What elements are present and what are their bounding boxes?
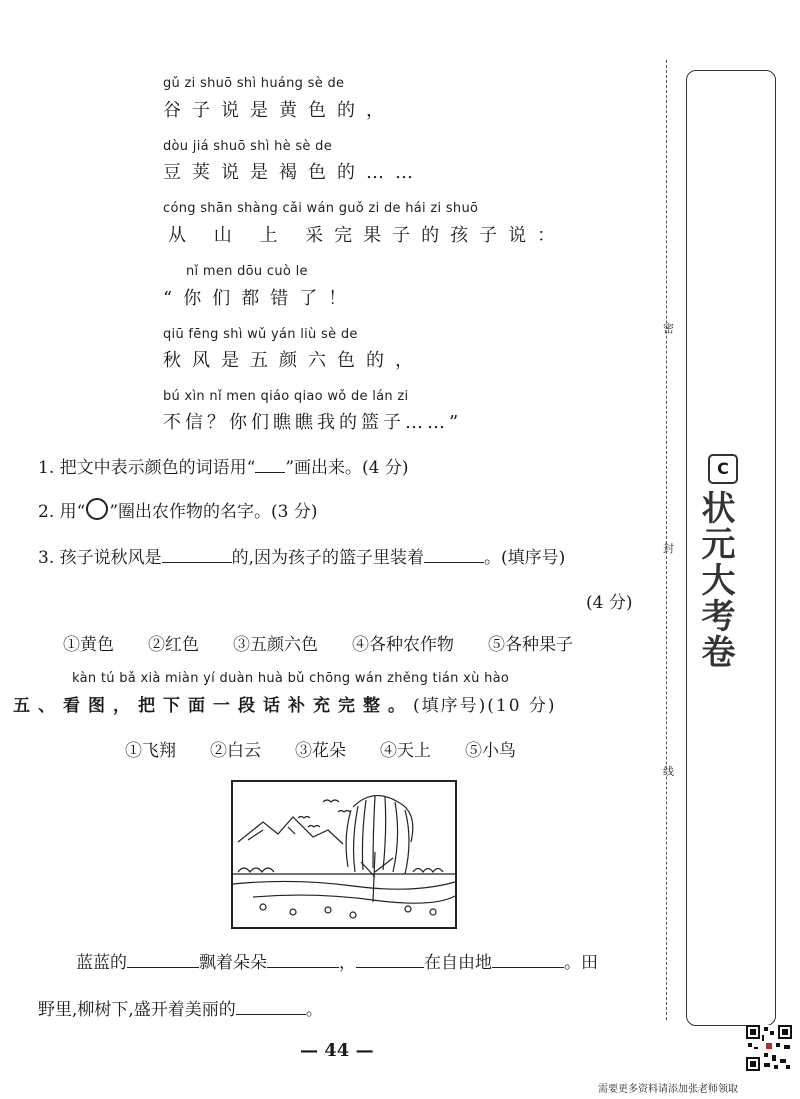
qr-code-icon[interactable] <box>746 1025 792 1071</box>
seal-char-2: 封 <box>663 542 674 555</box>
section-5-score: (填序号)(10 分) <box>413 696 557 716</box>
fill-text: 。田 <box>564 953 598 973</box>
footer-note: 需要更多资料请添加张老师领取 <box>598 1084 738 1095</box>
poem-line-1: 谷子说是黄色的， <box>163 100 395 121</box>
answer-blank[interactable] <box>236 1014 306 1015</box>
section-5-title-text: 五、看图，把下面一段话补充完整。 <box>13 696 413 716</box>
section-5-options <box>125 736 516 761</box>
section-5-title <box>13 691 557 716</box>
option: ②白云 <box>210 741 261 761</box>
question-2-text: 2. 用“ <box>38 502 86 522</box>
question-3 <box>38 543 565 568</box>
answer-blank[interactable] <box>127 967 199 968</box>
question-1 <box>38 453 409 478</box>
option: ①黄色 <box>63 635 114 655</box>
pinyin-line-5: qiū fēng shì wǔ yán liù sè de <box>163 327 358 342</box>
poem-line-3: 从 山 上 采完果子的孩子说： <box>168 225 567 246</box>
option: ③花朵 <box>295 741 346 761</box>
answer-blank[interactable] <box>356 967 424 968</box>
brand-name: 状元大考卷 <box>695 490 735 670</box>
brand-logo-icon: C <box>708 454 738 484</box>
fill-text: 。 <box>305 1000 323 1020</box>
option: ①飞翔 <box>125 741 176 761</box>
scene-illustration <box>231 780 457 929</box>
underline-sample <box>255 472 285 473</box>
option: ⑤各种果子 <box>488 635 573 655</box>
fill-text: 飘着朵朵 <box>199 953 267 973</box>
poem-line-2: 豆荚说是褐色的…… <box>163 162 424 183</box>
fill-text: 在自由地 <box>424 953 492 973</box>
fill-text: 蓝蓝的 <box>76 953 127 973</box>
poem-line-5: 秋风是五颜六色的， <box>163 350 424 371</box>
option: ⑤小鸟 <box>465 741 516 761</box>
question-2-text-end: ”圈出农作物的名字。(3 分) <box>109 502 318 522</box>
pinyin-line-4: nǐ men dōu cuò le <box>186 264 308 279</box>
answer-blank[interactable] <box>424 562 484 563</box>
seal-char-1: 密 <box>663 322 674 335</box>
question-2 <box>38 497 318 522</box>
page-number: — 44 — <box>300 1040 374 1061</box>
option: ④各种农作物 <box>352 635 454 655</box>
question-3-text: 3. 孩子说秋风是 <box>38 548 162 568</box>
question-3-text-mid: 的,因为孩子的篮子里装着 <box>231 548 425 568</box>
question-3-score: (4 分) <box>586 593 633 613</box>
question-3-text-end: 。(填序号) <box>484 548 566 568</box>
question-1-text: 1. 把文中表示颜色的词语用“ <box>38 458 256 478</box>
fill-line-2 <box>38 995 323 1020</box>
seal-char-3: 线 <box>663 765 674 778</box>
question-3-options <box>63 630 573 655</box>
answer-blank[interactable] <box>492 967 564 968</box>
pinyin-line-2: dòu jiá shuō shì hè sè de <box>163 139 333 154</box>
answer-blank[interactable] <box>162 562 232 563</box>
pinyin-line-6: bú xìn nǐ men qiáo qiao wǒ de lán zi <box>163 389 409 404</box>
willow-scene-image <box>233 782 455 927</box>
option: ②红色 <box>148 635 199 655</box>
option: ④天上 <box>380 741 431 761</box>
answer-blank[interactable] <box>267 967 339 968</box>
fill-line-1 <box>76 948 598 973</box>
pinyin-line-1: gǔ zi shuō shì huáng sè de <box>163 76 345 91</box>
question-1-text-end: ”画出来。(4 分) <box>285 458 409 478</box>
poem-line-6: 不信？你们瞧瞧我的篮子……” <box>163 412 463 433</box>
section-5-pinyin: kàn tú bǎ xià miàn yí duàn huà bǔ chōng wán zhěng tián xù hào <box>72 671 510 686</box>
option: ③五颜六色 <box>233 635 318 655</box>
fill-text: 野里,柳树下,盛开着美丽的 <box>38 1000 236 1020</box>
circle-icon <box>86 498 108 520</box>
poem-line-4: “你们都错了！ <box>163 288 358 309</box>
fill-text: ， <box>339 953 356 973</box>
pinyin-line-3: cóng shān shàng cǎi wán guǒ zi de hái zi shuō <box>163 201 479 216</box>
